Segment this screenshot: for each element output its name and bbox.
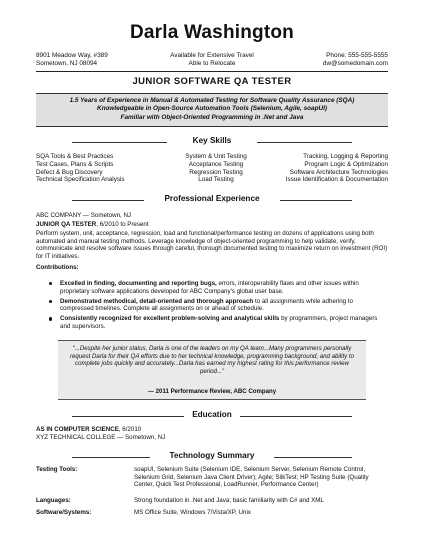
skill-item: Test Cases, Plans & Scripts [36,160,114,168]
role-line [36,221,388,229]
quote-attribution: — 2011 Performance Review, ABC Company [147,388,277,395]
skills-column-1 [36,153,125,184]
degree-date: , 6/2010 [118,426,142,433]
skills-column-2 [161,153,271,184]
skill-item: Issue Identification & Documentation [285,176,388,184]
skill-item: Tracking, Logging & Reporting [303,153,388,160]
role-description: Perform system, unit, acceptance, regression, load and functional/performance testing on dozens of applications using both automated and manual testing methods. Leverage knowledge of object-oriented programming to help validate, verify, communicate and resolve software issues through careful, thorough documented testing to maximize return on investment (ROI) for IT initiatives. [36,230,388,260]
tech-label: Testing Tools: [36,466,78,473]
availability-line-1: Available for Extensive Travel [170,52,254,59]
tech-summary-heading-text: Technology Summary [169,451,255,460]
contributions-label: Contributions: [36,264,79,271]
education-heading [36,410,388,422]
summary-box [36,93,388,127]
tech-value: soapUI, Selenium Suite (Selenium IDE, Selenium Server, Selenium Remote Control, Selenium Grid, Selenium Java Client Driver); Agile; SilkTest; HP Testing Suite (Quality Center, Quick Test Professional, LoadRunner, Performance Center) [134,466,369,489]
heading-rule-left [72,416,184,417]
address-line-1: 8901 Meadow Way, #389 [36,52,108,59]
education-heading-text: Education [192,410,232,419]
skills-column-3 [286,153,388,184]
skill-item: Defect & Bug Discovery [36,168,103,176]
role-dates: , 6/2010 to Present [96,221,149,228]
availability-line-2: Able to Relocate [188,60,236,67]
job-title: JUNIOR SOFTWARE QA TESTER [132,76,292,87]
experience-heading-text: Professional Experience [164,194,260,203]
tech-label: Languages: [36,497,71,504]
skill-item: Technical Specification Analysis [36,176,125,184]
heading-rule-left [72,457,150,458]
bullet-bold: Demonstrated methodical, detail-oriented and thorough approach [60,297,254,305]
summary-line-1: 1.5 Years of Experience in Manual & Automated Testing for Software Quality Assurance (SQA) [69,97,355,104]
skill-item: Load Testing [198,176,234,184]
skill-item: System & Unit Testing [185,153,247,160]
contributions-list [60,280,388,333]
school-line: XYZ TECHNICAL COLLEGE — Sometown, NJ [36,434,166,441]
key-skills-heading-text: Key Skills [192,136,232,145]
bullet-text: to all assignments while adhering to compressed timelines. Complete all assignments on or ahead of schedule. [60,297,353,313]
skill-item: SQA Tools & Best Practices [36,153,114,160]
header-divider [36,71,388,72]
summary-line-3: Familiar with Object-Oriented Programming in .Net and Java [120,113,304,121]
heading-rule-right [257,142,352,143]
tech-value: MS Office Suite, Windows 7/Vista/XP, Unix [134,509,251,516]
experience-heading [36,194,388,206]
tech-value: Strong foundation in .Net and Java; basic familiarity with C# and XML [134,497,324,504]
bullet-icon [49,282,52,285]
phone: Phone: 555-555-5555 [326,52,388,59]
list-item [60,315,388,330]
summary-line-2: Knowledgeable in Open-Source Automation Tools (Selenium, Agile, soapUI) [96,105,328,113]
tech-summary-heading [36,451,388,463]
role-title: JUNIOR QA TESTER [36,221,97,228]
skill-item: Program Logic & Optimization [304,160,388,168]
bullet-text: errors, interoperability flaws and other issues within proprietary software applications developed for ABC Company's global user base. [60,280,359,295]
quote-text: “...Despite her junior status, Darla is one of the leaders on my QA team...Many programmers personally request Darla for their QA efforts due to her technical knowledge, programming background, and ability to complete jobs quickly and accurately...Darla has earned my highest rating for this performance review period...” [70,345,354,375]
company-line: ABC COMPANY — Sometown, NJ [36,212,132,219]
tech-label: Software/Systems: [36,509,92,516]
bullet-bold: Excelled in finding, documenting and reporting bugs, [60,280,217,287]
list-item [60,280,388,295]
contact-phone-email [323,52,388,68]
skill-item: Regression Testing [189,168,243,176]
address-line-2: Sometown, NJ 08094 [36,60,98,67]
key-skills-heading [36,136,388,148]
degree: AS IN COMPUTER SCIENCE [36,426,119,433]
skill-item: Software Architecture Technologies [289,168,388,176]
skill-item: Acceptance Testing [188,160,244,168]
heading-rule-right [240,416,352,417]
bullet-text: by programmers, project managers and supervisors. [60,315,378,330]
heading-rule-left [72,142,167,143]
list-item [60,298,388,313]
bullet-bold: Consistently recognized for excellent problem-solving and analytical skills [60,315,280,323]
heading-rule-left [72,200,144,201]
bullet-icon [49,317,52,320]
heading-rule-right [274,457,352,458]
heading-rule-right [280,200,352,201]
email: dw@somedomain.com [322,60,388,67]
bullet-icon [49,300,52,303]
candidate-name: Darla Washington [129,22,294,43]
degree-line [36,426,388,434]
